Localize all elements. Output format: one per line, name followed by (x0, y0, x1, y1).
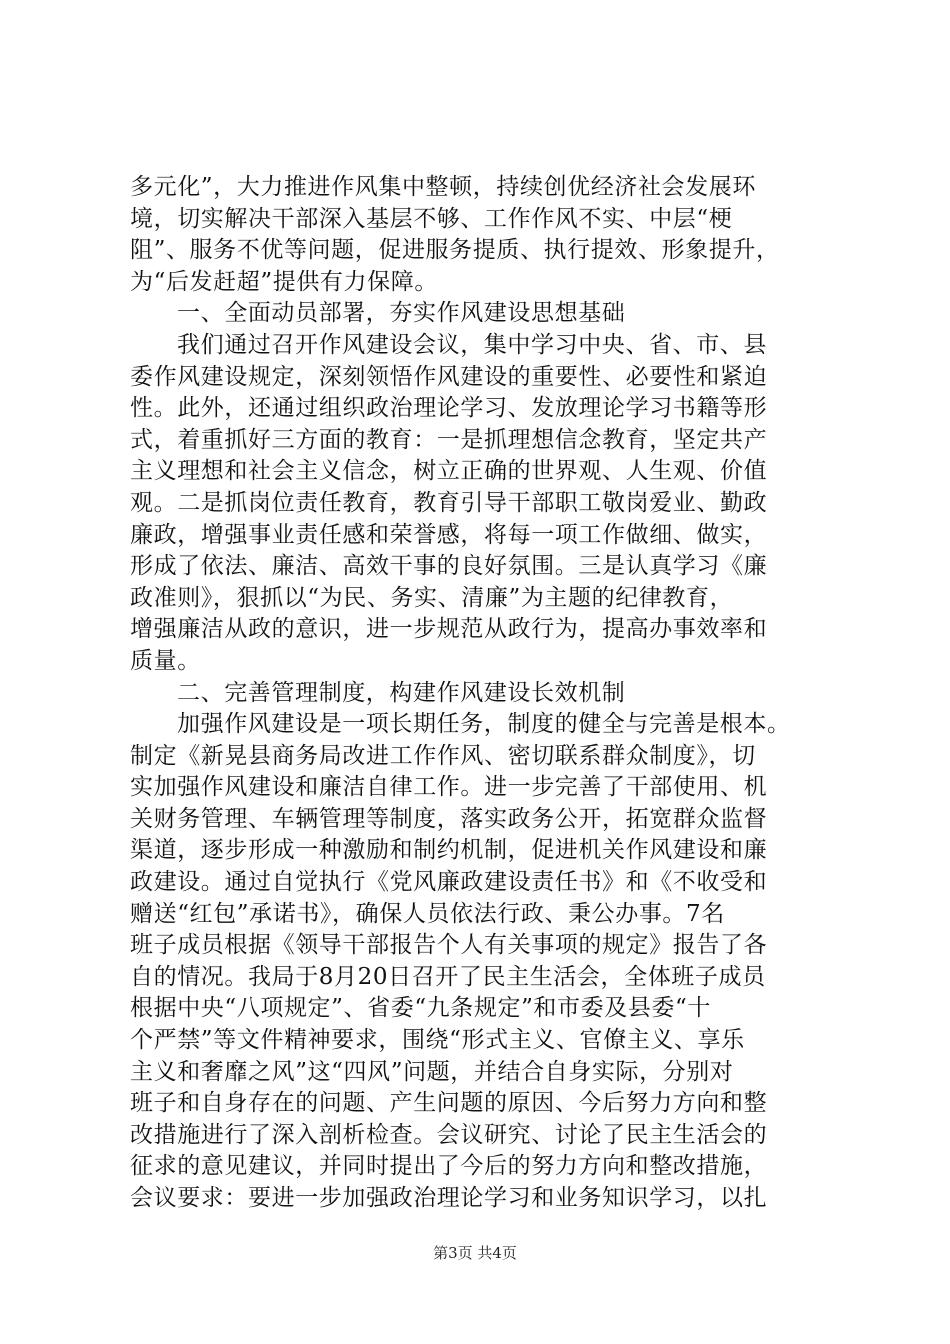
paragraph-start: 我们通过召开作风建设会议，集中学习中央、省、市、县 (177, 331, 767, 358)
text-line: 会议要求：要进一步加强政治理论学习和业务知识学习，以扎 (130, 1185, 768, 1211)
text-line: 主义理想和社会主义信念，树立正确的世界观、人生观、价值 (130, 458, 768, 485)
page-footer (0, 1243, 950, 1263)
text-line: 班子和自身存在的问题、产生问题的原因、今后努力方向和整 (130, 1090, 768, 1117)
text-line: 征求的意见建议，并同时提出了今后的努力方向和整改措施， (130, 1153, 768, 1180)
text-line: 班子成员根据《领导干部报告个人有关事项的规定》报告了各 (130, 932, 768, 959)
text-line: 多元化”，大力推进作风集中整顿，持续创优经济社会发展环 (130, 174, 756, 200)
text-line: 为“后发赶超”提供有力保障。 (130, 268, 438, 295)
text-line: 阻”、服务不优等问题，促进服务提质、执行提效、形象提升， (130, 237, 780, 264)
text-line: 政准则》，狠抓以“为民、务实、清廉”为主题的纪律教育， (130, 584, 734, 611)
text-line: 实加强作风建设和廉洁自律工作。进一步完善了干部使用、机 (130, 774, 768, 801)
text-line: 增强廉洁从政的意识，进一步规范从政行为，提高办事效率和 (130, 616, 768, 643)
text-line: 制定《新晃县商务局改进工作作风、密切联系群众制度》，切 (130, 742, 756, 769)
section-heading-2: 二、完善管理制度，构建作风建设长效机制 (177, 679, 626, 706)
text-line: 政建设。通过自觉执行《党风廉政建设责任书》和《不收受和 (130, 869, 768, 896)
text-line: 改措施进行了深入剖析检查。会议研究、讨论了民主生活会的 (130, 1121, 768, 1148)
text-line: 渠道，逐步形成一种激励和制约机制，促进机关作风建设和廉 (130, 837, 768, 864)
document-body (130, 172, 820, 1215)
text-line: 个严禁”等文件精神要求，围绕“形式主义、官僚主义、享乐 (130, 1027, 745, 1054)
text-line: 形成了依法、廉洁、高效干事的良好氛围。三是认真学习《廉 (130, 553, 768, 580)
text-line: 境，切实解决干部深入基层不够、工作作风不实、中层“梗 (130, 205, 733, 232)
text-line: 赠送“红包”承诺书》，确保人员依法行政、秉公办事。7名 (130, 900, 725, 927)
text-line: 主义和奢靡之风”这“四风”问题，并结合自身实际，分别对 (130, 1058, 734, 1085)
text-line: 观。二是抓岗位责任教育，教育引导干部职工敬岗爱业、勤政 (130, 489, 768, 516)
text-line: 性。此外，还通过组织政治理论学习、发放理论学习书籍等形 (130, 395, 768, 422)
text-line: 根据中央“八项规定”、省委“九条规定”和市委及县委“十 (130, 995, 711, 1022)
text-line: 自的情况。我局于8月20日召开了民主生活会，全体班子成员 (130, 963, 766, 990)
text-line: 质量。 (130, 647, 201, 674)
text-line: 廉政，增强事业责任感和荣誉感，将每一项工作做细、做实， (130, 521, 768, 548)
page-number: 第3页 共4页 (433, 1244, 517, 1262)
section-heading-1: 一、全面动员部署，夯实作风建设思想基础 (177, 300, 626, 327)
text-line: 委作风建设规定，深刻领悟作风建设的重要性、必要性和紧迫 (130, 363, 768, 390)
text-line: 关财务管理、车辆管理等制度，落实政务公开，拓宽群众监督 (130, 805, 768, 832)
text-line: 式，着重抓好三方面的教育：一是抓理想信念教育，坚定共产 (130, 426, 768, 453)
paragraph-start: 加强作风建设是一项长期任务，制度的健全与完善是根本。 (177, 711, 791, 738)
